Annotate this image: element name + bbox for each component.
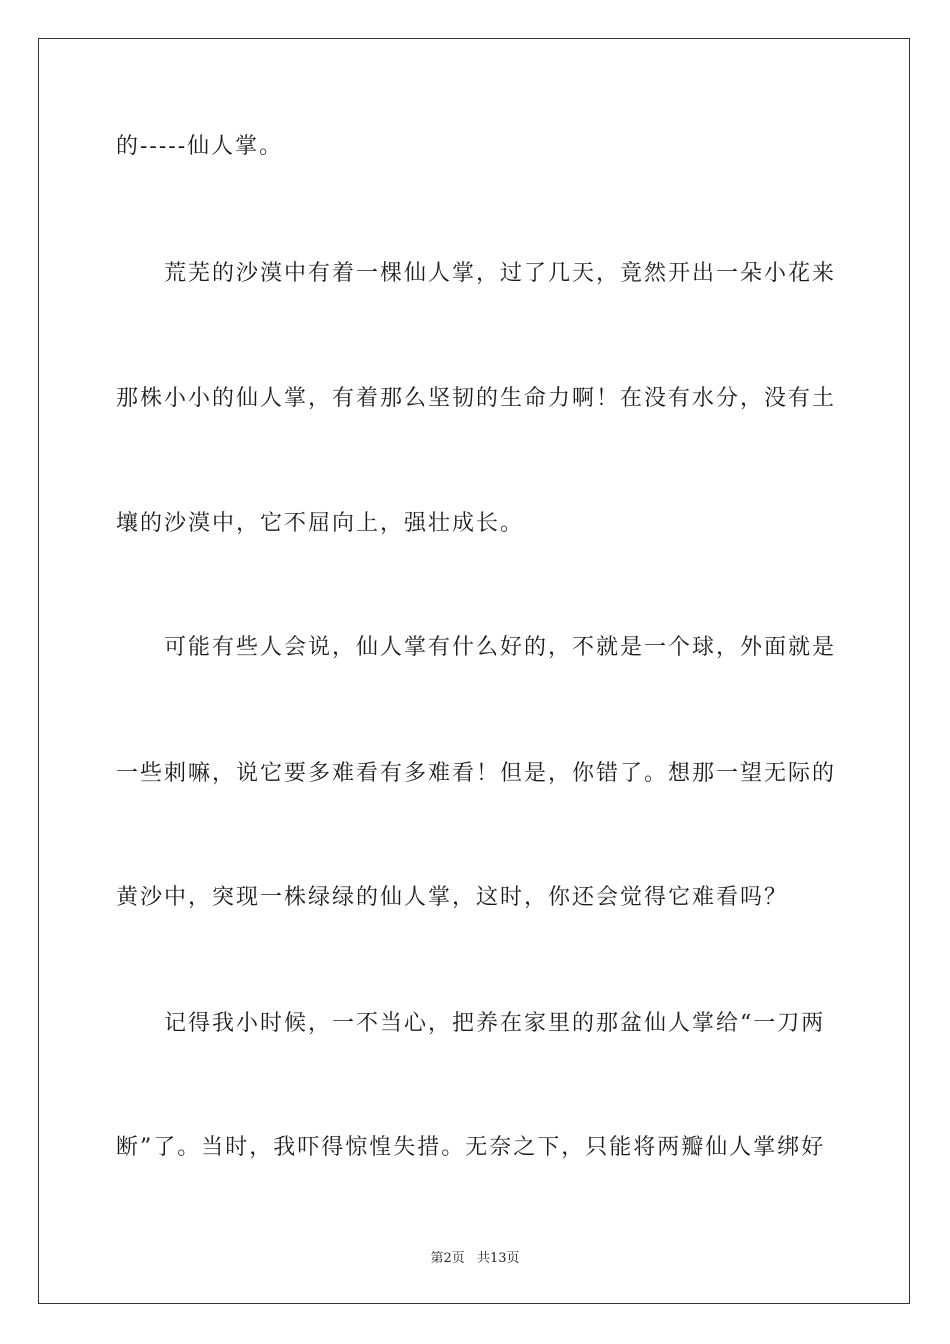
text-line: 的-----仙人掌。 <box>116 134 284 159</box>
paragraph-start-line: 可能有些人会说，仙人掌有什么好的，不就是一个球，外面就是 <box>164 635 837 660</box>
page-total: 共13页 <box>476 1251 520 1266</box>
text-line: 一些刺嘛，说它要多难看有多难看！但是，你错了。想那一望无际的 <box>116 761 837 786</box>
page-number: 第2页 <box>430 1251 465 1266</box>
paragraph-start-line: 记得我小时候，一不当心，把养在家里的那盆仙人掌给“一刀两 <box>164 1011 826 1036</box>
paragraph-start-line: 荒芜的沙漠中有着一棵仙人掌，过了几天，竟然开出一朵小花来 <box>164 261 837 286</box>
text-line: 壤的沙漠中，它不屈向上，强壮成长。 <box>116 511 525 536</box>
page-footer <box>0 1247 950 1266</box>
text-line: 断”了。当时，我吓得惊惶失措。无奈之下，只能将两瓣仙人掌绑好 <box>116 1135 826 1160</box>
text-line: 那株小小的仙人掌，有着那么坚韧的生命力啊！在没有水分，没有土 <box>116 386 837 411</box>
text-line: 黄沙中，突现一株绿绿的仙人掌，这时，你还会觉得它难看吗？ <box>116 885 789 910</box>
page-border <box>38 38 910 1304</box>
